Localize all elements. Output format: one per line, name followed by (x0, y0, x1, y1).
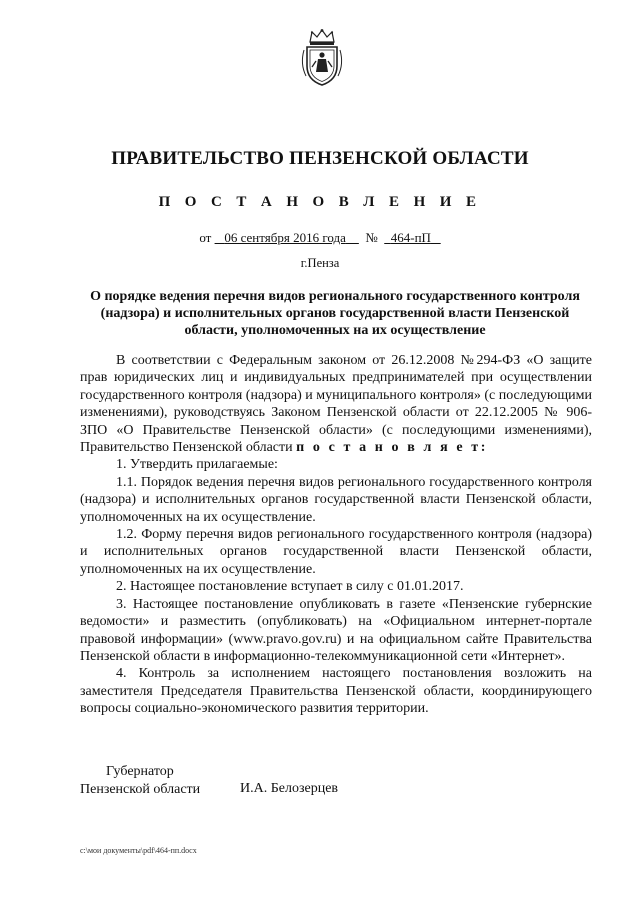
decree-word: п о с т а н о в л я е т: (296, 440, 488, 456)
document-city: г.Пенза (300, 256, 340, 270)
government-title: ПРАВИТЕЛЬСТВО ПЕНЗЕНСКОЙ ОБЛАСТИ (111, 148, 529, 169)
document-type: П О С Т А Н О В Л Е Н И Е (158, 194, 482, 210)
document-body (80, 352, 592, 718)
signatory-title: Губернатор Пензенской области (80, 764, 201, 797)
file-path-footer: с:\мои документы\pdf\464-пп.docx (80, 846, 197, 855)
preamble-paragraph: В соответствии с Федеральным законом от 26.12.2008 №294-ФЗ «О защите прав юридических лиц и индивидуальных предпринимателей при осуществлении государственного контроля (надзора) и муниципального контроля» (с последующими изменениями), руководствуясь Законом Пензенской области от 22.12.2005 № 906-ЗПО «О Правительстве Пензенской области» (с последующими изменениями), Правительство Пензенской области п о с т а н о в л я е т: (80, 353, 592, 456)
document-subject: О порядке ведения перечня видов регионального государственного контроля (надзора) и исполнительных органов государственной власти Пензенской области, уполномоченных на их осуществление (90, 289, 580, 338)
document-date: 06 сентября 2016 года (224, 230, 346, 245)
item-paragraph: 1.2. Форму перечня видов регионального государственного контроля (надзора) и исполнительных органов государственной власти Пензенской области, уполномоченных на их осуществление. (80, 527, 592, 577)
item-paragraph: 1.1. Порядок ведения перечня видов регионального государственного контроля (надзора) и исполнительных органов государственной власти Пензенской области, уполномоченных на их осуществление. (80, 474, 592, 525)
signatory-name: И.А. Белозерцев (240, 781, 339, 796)
document-number: 464-пП (390, 230, 431, 245)
coat-of-arms-icon (298, 28, 346, 88)
item-paragraph: 4. Контроль за исполнением настоящего постановления возложить на заместителя Председателя Правительства Пензенской области, координирующего вопросы социально-экономического развития территории. (80, 666, 592, 717)
item-paragraph: 2. Настоящее постановление вступает в силу с 01.01.2017. (116, 579, 464, 595)
date-prefix: от (199, 230, 212, 245)
item-paragraph: 1. Утвердить прилагаемые: (116, 457, 278, 473)
item-paragraph: 3. Настоящее постановление опубликовать в газете «Пензенские губернские ведомости» и разместить (опубликовать) на «Официальном интернет-портале правовой информации» (www.pravo.gov.ru) и на официальном сайте Правительства Пензенской области в информационно-телекоммуникационной сети «Интернет». (80, 596, 592, 664)
document-meta (0, 230, 640, 246)
number-prefix: № (365, 230, 378, 245)
